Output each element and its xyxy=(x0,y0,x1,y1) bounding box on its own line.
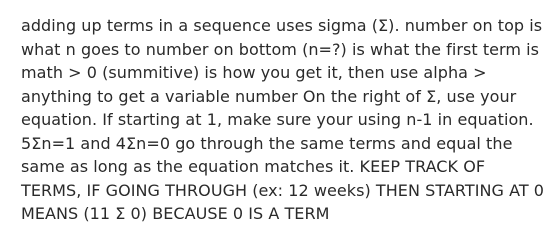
note-line: 5Σn=1 and 4Σn=0 go through the same terms and equal the xyxy=(21,133,513,153)
note-text xyxy=(21,14,545,226)
note-line: anything to get a variable number On the right of Σ, use your xyxy=(21,86,517,106)
note-line: equation. If starting at 1, make sure your using n-1 in equation. xyxy=(21,110,534,129)
note-line: same as long as the equation matches it. KEEP TRACK OF xyxy=(21,157,486,176)
note-line: TERMS, IF GOING THROUGH (ex: 12 weeks) THEN STARTING AT 0 xyxy=(21,180,545,200)
note-line: math > 0 (summitive) is how you get it, then use alpha > xyxy=(21,63,487,82)
note-line: what n goes to number on bottom (n=?) is what the first term is xyxy=(21,39,540,59)
note-line: MEANS (11 Σ 0) BECAUSE 0 IS A TERM xyxy=(21,204,330,223)
note-line: adding up terms in a sequence uses sigma (Σ). number on top is xyxy=(21,16,543,35)
